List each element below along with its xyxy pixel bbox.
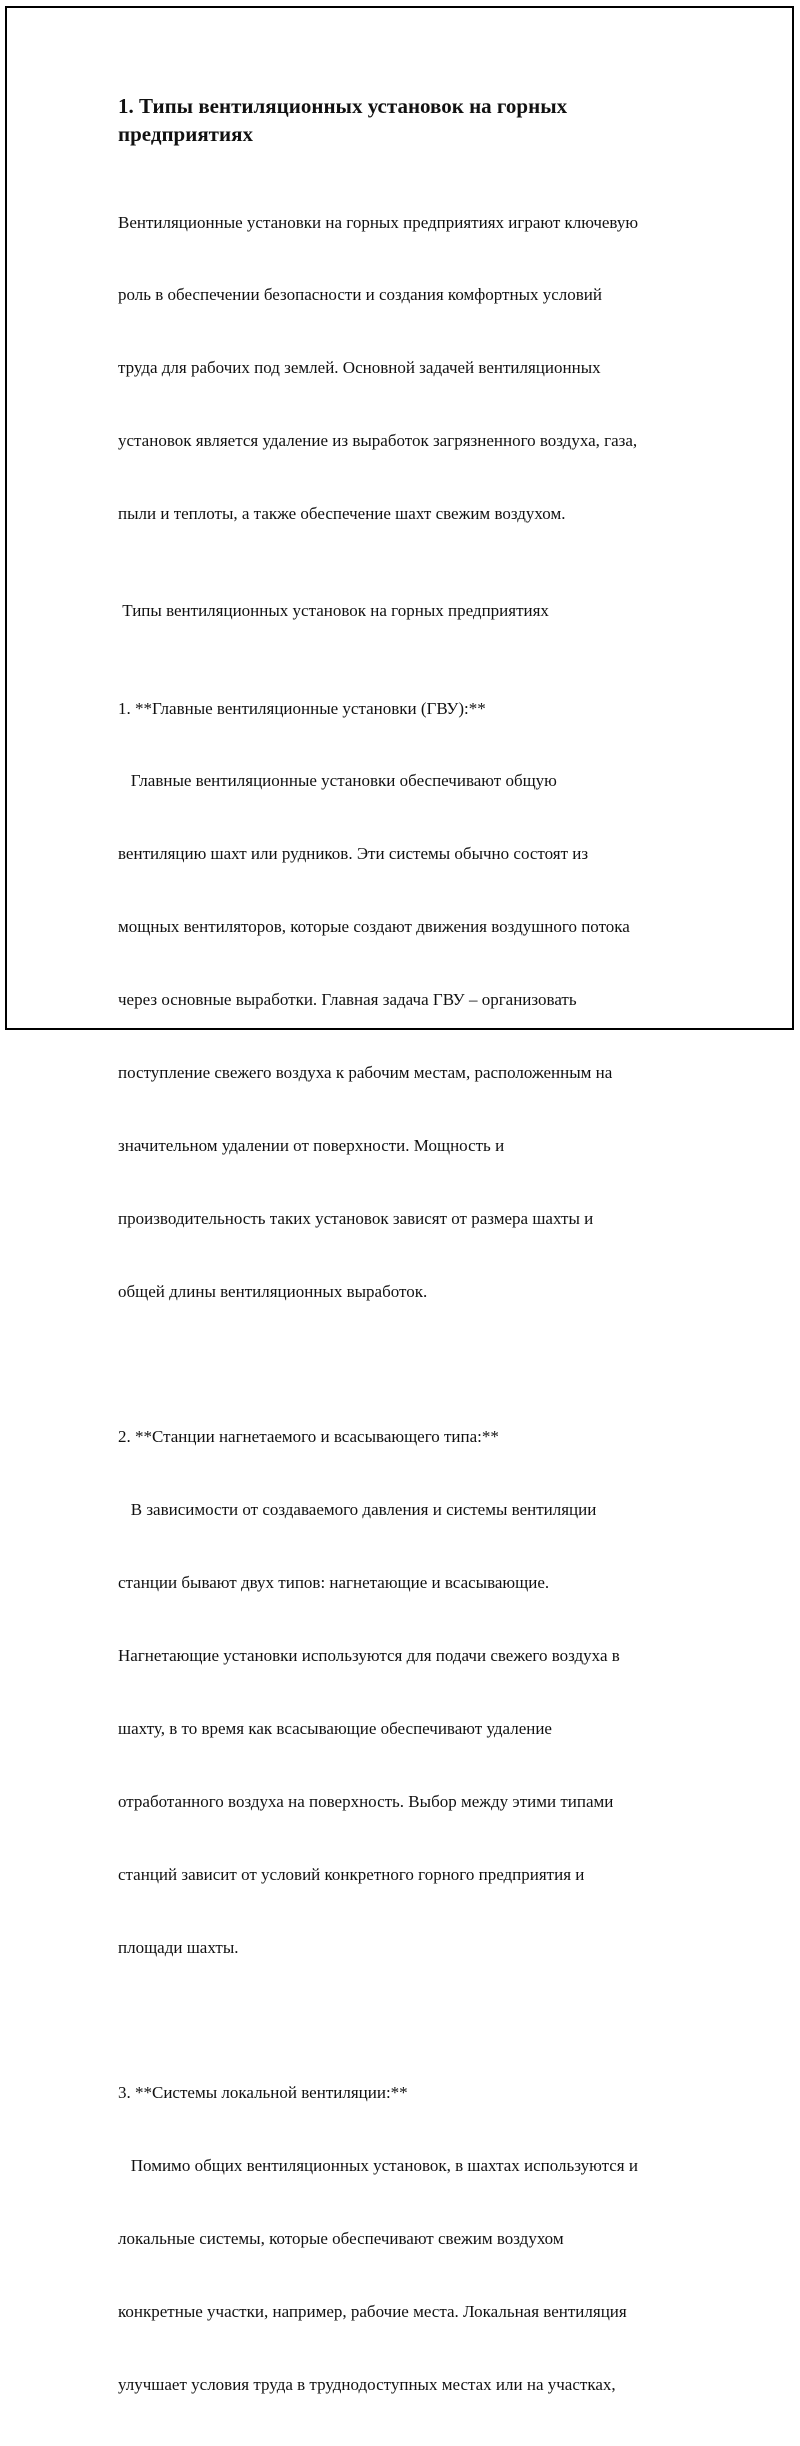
subheading: Типы вентиляционных установок на горных предприятиях [118, 601, 549, 621]
text-line: мощных вентиляторов, которые создают движения воздушного потока [118, 917, 630, 937]
intro-paragraph [118, 162, 688, 575]
text-line: В зависимости от создаваемого давления и системы вентиляции [118, 1500, 597, 1520]
section-heading [118, 92, 688, 148]
text-line: отработанного воздуха на поверхность. Выбор между этими типами [118, 1791, 614, 1811]
text-line: Главные вентиляционные установки обеспечивают общую [118, 771, 557, 791]
text-line: конкретные участки, например, рабочие места. Локальная вентиляция [118, 2302, 627, 2322]
text-line: поступление свежего воздуха к рабочим местам, расположенным на [118, 1062, 613, 1082]
list-item [118, 2033, 688, 2446]
text-line: пыли и теплоты, а также обеспечение шахт свежим воздухом. [118, 504, 566, 524]
text-line: труда для рабочих под землей. Основной задачей вентиляционных [118, 358, 601, 378]
heading-line: предприятиях [118, 122, 253, 146]
text-line: шахту, в то время как всасывающие обеспечивают удаление [118, 1719, 552, 1738]
text-line: производительность таких установок зависят от размера шахты и [118, 1208, 594, 1228]
text-line: установок является удаление из выработок загрязненного воздуха, газа, [118, 431, 638, 451]
item-title: 2. **Станции нагнетаемого и всасывающего типа:** [118, 1427, 499, 1447]
text-line: роль в обеспечении безопасности и создания комфортных условий [118, 285, 602, 305]
text-line: общей длины вентиляционных выработок. [118, 1281, 428, 1301]
text-line: площади шахты. [118, 1937, 239, 1957]
text-line: станции бывают двух типов: нагнетающие и всасывающие. [118, 1573, 550, 1593]
item-title: 1. **Главные вентиляционные установки (ГВУ):** [118, 698, 486, 718]
text-line: Вентиляционные установки на горных предприятиях играют ключевую [118, 212, 639, 232]
text-line: вентиляцию шахт или рудников. Эти системы обычно состоят из [118, 844, 589, 864]
text-line: Нагнетающие установки используются для подачи свежего воздуха в [118, 1646, 620, 1666]
document-body [118, 92, 688, 2446]
text-line: станций зависит от условий конкретного горного предприятия и [118, 1864, 585, 1884]
heading-line: 1. Типы вентиляционных установок на горных [118, 94, 568, 118]
list-item [118, 648, 688, 1353]
list-item [118, 1377, 688, 2009]
text-line: Помимо общих вентиляционных установок, в шахтах используются и [118, 2156, 638, 2176]
text-line: через основные выработки. Главная задача ГВУ – организовать [118, 990, 577, 1010]
item-title: 3. **Системы локальной вентиляции:** [118, 2083, 408, 2103]
text-line: улучшает условия труда в труднодоступных местах или на участках, [118, 2375, 616, 2395]
text-line: локальные системы, которые обеспечивают свежим воздухом [118, 2229, 564, 2249]
text-line: значительном удалении от поверхности. Мощность и [118, 1135, 505, 1155]
